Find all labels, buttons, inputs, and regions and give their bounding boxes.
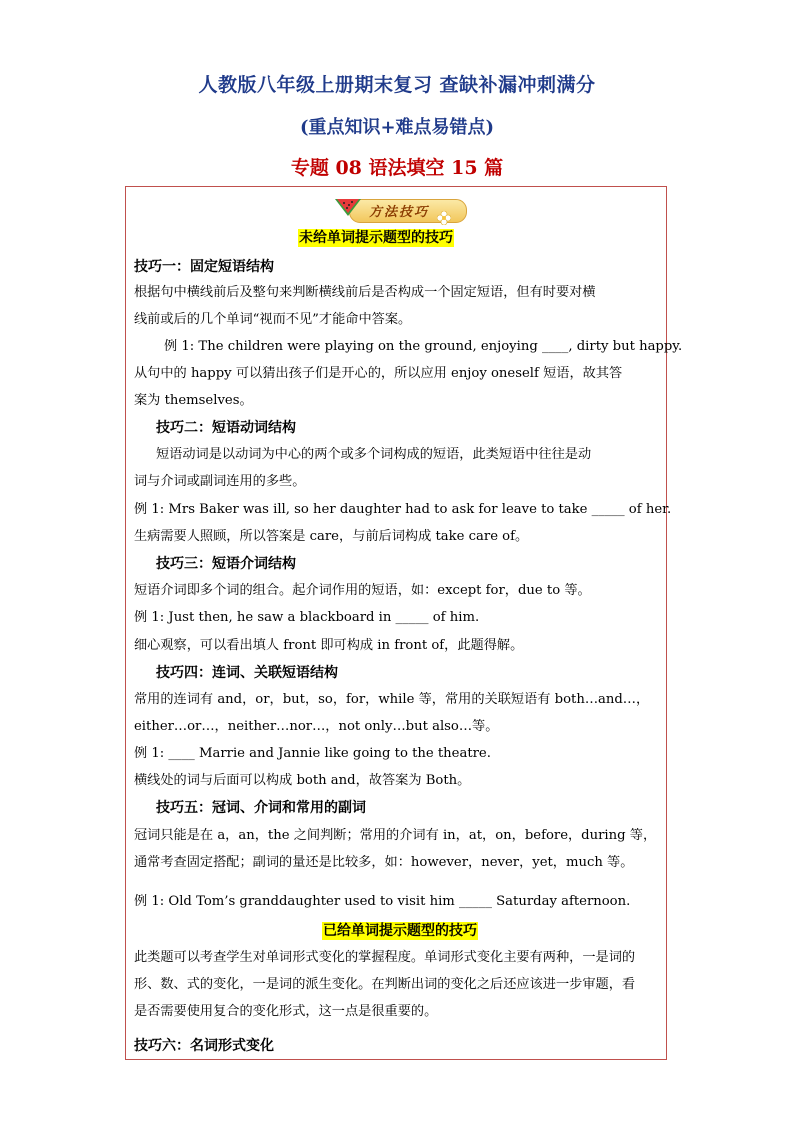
text-line: 通常考查固定搭配；副词的量还是比较多，如：however，never，yet，much 等。 <box>134 855 634 870</box>
tip-heading: 技巧四：连词、关联短语结构 <box>156 665 338 681</box>
text-line: 词与介词或副词连用的多些。 <box>134 474 306 489</box>
document-subtitle: (重点知识+难点易错点) <box>299 117 495 138</box>
text-line: 根据句中横线前后及整句来判断横线前后是否构成一个固定短语，但有时要对横 <box>134 285 596 300</box>
topic-title: 专题 08 语法填空 15 篇 <box>290 157 504 179</box>
example-line: 例 1: Mrs Baker was ill, so her daughter had to ask for leave to take _____ of her. <box>134 502 672 517</box>
text-line: 横线处的词与后面可以构成 both and，故答案为 Both。 <box>134 773 471 788</box>
tip-heading: 技巧三：短语介词结构 <box>156 556 296 572</box>
text-line: 常用的连词有 and，or，but，so，for，while 等，常用的关联短语有 both…and…， <box>134 692 650 707</box>
example-line: 例 1: Old Tom’s granddaughter used to visit him _____ Saturday afternoon. <box>134 894 631 909</box>
text-line: 从句中的 happy 可以猜出孩子们是开心的，所以应用 enjoy oneself 短语，故其答 <box>134 366 623 381</box>
example-line: 例 1: ____ Marrie and Jannie like going to the theatre. <box>134 746 491 761</box>
text-line: 此类题可以考查学生对单词形式变化的掌握程度。单词形式变化主要有两种，一是词的 <box>134 950 636 965</box>
text-line: 冠词只能是在 a，an，the 之间判断；常用的介词有 in，at，on，before，during 等， <box>134 828 657 843</box>
content-box <box>125 186 683 1060</box>
text-line: 案为 themselves。 <box>134 393 253 408</box>
example-line: 例 1: The children were playing on the ground, enjoying ____, dirty but happy. <box>164 339 683 354</box>
document-title: 人教版八年级上册期末复习 查缺补漏冲刺满分 <box>198 74 596 96</box>
tip-heading: 技巧五：冠词、介词和常用的副词 <box>156 800 366 816</box>
text-line: 是否需要使用复合的变化形式，这一点是很重要的。 <box>134 1004 438 1019</box>
example-line: 例 1: Just then, he saw a blackboard in _____ of him. <box>134 610 480 625</box>
text-line: 短语动词是以动词为中心的两个或多个词构成的短语，此类短语中往往是动 <box>156 447 592 462</box>
flower-icon <box>437 211 451 225</box>
no-hint-heading: 未给单词提示题型的技巧 <box>299 230 453 246</box>
text-line: 短语介词即多个词的组合。起介词作用的短语，如：except for，due to 等。 <box>134 583 591 598</box>
watermelon-icon <box>333 195 363 217</box>
text-line: 线前或后的几个单词“视而不见”才能命中答案。 <box>134 312 412 327</box>
hint-heading: 已给单词提示题型的技巧 <box>323 923 477 939</box>
text-line: 形、数、式的变化，一是词的派生变化。在判断出词的变化之后还应该进一步审题，看 <box>134 977 636 992</box>
tip-heading: 技巧二：短语动词结构 <box>156 420 296 436</box>
text-line: 生病需要人照顾，所以答案是 care，与前后词构成 take care of。 <box>134 529 529 544</box>
text-line: 细心观察，可以看出填人 front 即可构成 in front of，此题得解。 <box>134 638 524 653</box>
method-banner <box>329 195 469 223</box>
tip-heading: 技巧六：名词形式变化 <box>134 1038 274 1054</box>
text-line: either…or…，neither…nor…，not only…but also…等。 <box>134 719 499 734</box>
banner-label: 方法技巧 <box>369 205 430 220</box>
tip-heading: 技巧一：固定短语结构 <box>134 259 274 275</box>
